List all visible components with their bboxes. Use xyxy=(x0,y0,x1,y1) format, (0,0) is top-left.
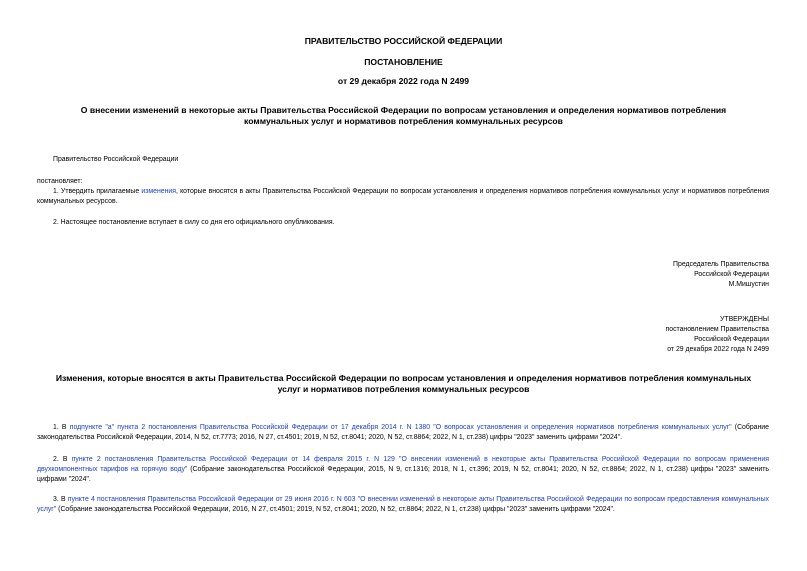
document-title-line2: коммунальных услуг и нормативов потребления коммунальных ресурсов xyxy=(244,116,563,126)
change-item-2-num: 2. В xyxy=(53,456,72,463)
approval-line2: постановлением Правительства xyxy=(665,326,769,333)
change-item-1 xyxy=(37,423,769,443)
decrees-text: постановляет: xyxy=(37,178,83,185)
document-type: ПОСТАНОВЛЕНИЕ xyxy=(364,57,443,67)
change-item-1-num: 1. В xyxy=(53,424,70,431)
change-item-2-rest: (Собрание законодательства Российской Федерации, 2015, N 9, ст.1316; 2018, N 1, ст.396; 2019, N 52, ст.8041; 2020, N 52, ст.8864; 2022, N 1, ст.238) цифры "2023" заменить цифрами "2024". xyxy=(37,466,769,483)
document-title-line1: О внесении изменений в некоторые акты Правительства Российской Федерации по вопросам установления и определения нормативов потребления xyxy=(80,105,727,115)
paragraph-2: 2. Настоящее постановление вступает в силу со дня его официального опубликования. xyxy=(53,219,335,226)
approval-line4: от 29 декабря 2022 года N 2499 xyxy=(667,346,769,353)
paragraph-1 xyxy=(37,187,769,207)
change-item-1-link[interactable]: подпункте "а" пункта 2 постановления Правительства Российской Федерации от 17 декабря 2014 г. N 1380 "О вопросах установления и определения нормативов потребления коммунальных услуг" xyxy=(69,424,732,431)
document-date-number: от 29 декабря 2022 года N 2499 xyxy=(337,76,470,86)
signature-name: М.Мишустин xyxy=(728,281,769,288)
change-item-2 xyxy=(37,455,769,485)
changes-title-line2: услуг и нормативов потребления коммунальных ресурсов xyxy=(277,384,530,394)
government-heading: ПРАВИТЕЛЬСТВО РОССИЙСКОЙ ФЕДЕРАЦИИ xyxy=(304,36,503,46)
paragraph-1-prefix: 1. Утвердить прилагаемые xyxy=(53,188,142,195)
change-item-1-rest: (Собрание законодательства Российской Федерации, 2014, N 52, ст.7773; 2016, N 27, ст.4501; 2019, N 52, ст.8041; 2020, N 52, ст.8864; 2022, N 1, ст.238) цифры "2023" заменить цифрами "2024". xyxy=(37,424,769,441)
change-item-3-link[interactable]: пункте 4 постановления Правительства Российской Федерации от 29 июня 2016 г. N 603 "О внесении изменений в некоторые акты Правительства Российской Федерации по вопросам предоставления коммунальных услуг" xyxy=(37,496,770,513)
signature-position-line1: Председатель Правительства xyxy=(673,261,769,268)
change-item-2-link[interactable]: пункте 2 постановления Правительства Российской Федерации от 14 февраля 2015 г. N 129 "О внесении изменений в некоторые акты Правительства Российской Федерации по вопросам применения двухкомпонентных тарифов на горячую воду" xyxy=(37,456,770,473)
approval-line1: УТВЕРЖДЕНЫ xyxy=(720,316,769,323)
change-item-3-rest: (Собрание законодательства Российской Федерации, 2016, N 27, ст.4501; 2019, N 52, ст.8041; 2020, N 52, ст.8864; 2022, N 1, ст.238) цифры "2023" заменить цифрами "2024". xyxy=(56,506,615,513)
signature-position-line2: Российской Федерации xyxy=(694,271,769,278)
changes-title-line1: Изменения, которые вносятся в акты Правительства Российской Федерации по вопросам установления и определения нормативов потребления коммунальных xyxy=(55,373,752,383)
paragraph-1-suffix: , которые вносятся в акты Правительства Российской Федерации по вопросам установления и определения нормативов потребления коммунальных услуг и нормативов потребления коммунальных ресурсов. xyxy=(37,188,769,205)
changes-link[interactable]: изменения xyxy=(141,188,176,195)
change-item-3 xyxy=(37,495,769,515)
approval-line3: Российской Федерации xyxy=(694,336,769,343)
change-item-3-num: 3. В xyxy=(53,496,68,503)
intro-text: Правительство Российской Федерации xyxy=(53,156,179,163)
